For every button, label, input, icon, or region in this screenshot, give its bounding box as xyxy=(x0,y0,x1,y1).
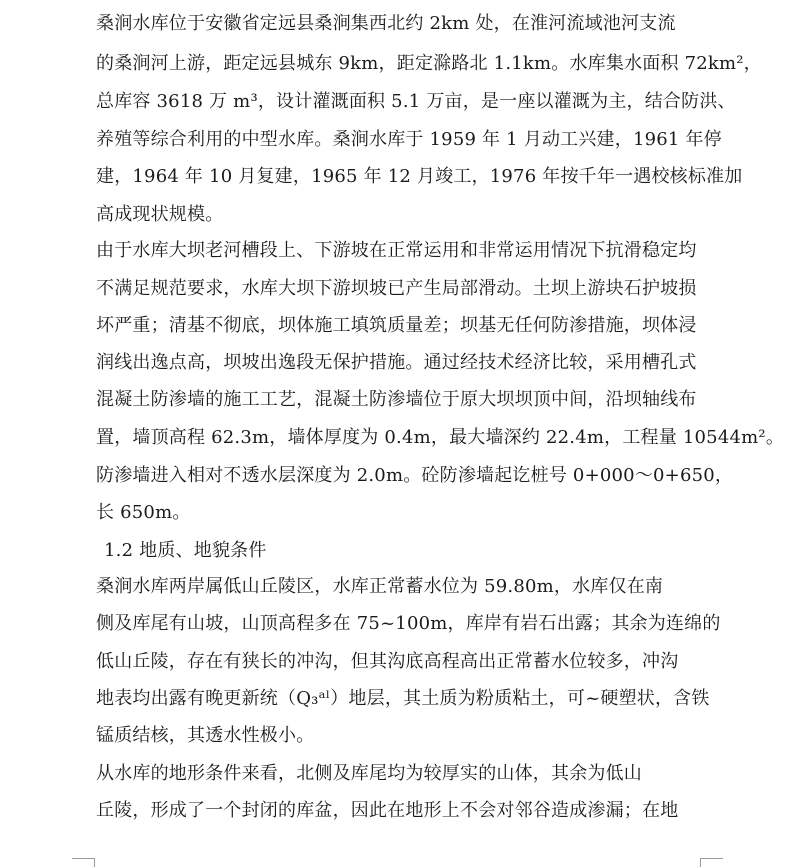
paragraph-2-line-6: 置，墙顶高程 62.3m，墙体厚度为 0.4m，最大墙深约 22.4m，工程量 10544m²。 xyxy=(96,427,785,448)
paragraph-3-line-4: 地表均出露有晚更新统（Q₃ᵃˡ）地层，其土质为粉质粘土，可~硬塑状，含铁 xyxy=(96,688,710,709)
paragraph-1-line-1: 桑涧水库位于安徽省定远县桑涧集西北约 2km 处，在淮河流域池河支流 xyxy=(96,13,676,34)
paragraph-1-line-4: 养殖等综合利用的中型水库。桑涧水库于 1959 年 1 月动工兴建，1961 年停 xyxy=(96,129,722,150)
paragraph-4-line-2: 丘陵，形成了一个封闭的库盆，因此在地形上不会对邻谷造成渗漏；在地 xyxy=(96,800,679,821)
paragraph-3-line-2: 侧及库尾有山坡，山顶高程多在 75~100m，库岸有岩石出露；其余为连绵的 xyxy=(96,613,721,634)
paragraph-3-line-1: 桑涧水库两岸属低山丘陵区，水库正常蓄水位为 59.80m，水库仅在南 xyxy=(96,576,664,597)
paragraph-2-line-1: 由于水库大坝老河槽段上、下游坡在正常运用和非常运用情况下抗滑稳定均 xyxy=(96,240,697,261)
paragraph-2-line-2: 不满足规范要求，水库大坝下游坝坡已产生局部滑动。土坝上游块石护坡损 xyxy=(96,278,697,299)
paragraph-2-line-3: 坏严重；清基不彻底，坝体施工填筑质量差；坝基无任何防渗措施，坝体浸 xyxy=(96,315,697,336)
paragraph-1-line-6: 高成现状规模。 xyxy=(96,204,224,225)
paragraph-2-line-4: 润线出逸点高，坝坡出逸段无保护措施。通过经技术经济比较，采用槽孔式 xyxy=(96,352,697,373)
paragraph-4-line-1: 从水库的地形条件来看，北侧及库尾均为较厚实的山体，其余为低山 xyxy=(96,763,642,784)
paragraph-3-line-5: 锰质结核，其透水性极小。 xyxy=(96,725,315,746)
paragraph-3-line-3: 低山丘陵，存在有狭长的冲沟，但其沟底高程高出正常蓄水位较多，冲沟 xyxy=(96,651,679,672)
paragraph-2-line-8: 长 650m。 xyxy=(96,502,191,523)
paragraph-2-line-7: 防渗墙进入相对不透水层深度为 2.0m。砼防渗墙起讫桩号 0+000～0+650， xyxy=(96,465,734,486)
paragraph-1-line-2: 的桑涧河上游，距定远县城东 9km，距定滁路北 1.1km。水库集水面积 72km²， xyxy=(96,53,762,74)
section-heading: 1.2 地质、地貌条件 xyxy=(104,540,267,561)
paragraph-1-line-5: 建，1964 年 10 月复建，1965 年 12 月竣工，1976 年按千年一遇校核标准加 xyxy=(96,166,743,187)
paragraph-1-line-3: 总库容 3618 万 m³，设计灌溉面积 5.1 万亩，是一座以灌溉为主，结合防洪、 xyxy=(96,91,736,112)
paragraph-2-line-5: 混凝土防渗墙的施工工艺，混凝土防渗墙位于原大坝坝顶中间，沿坝轴线布 xyxy=(96,389,697,410)
